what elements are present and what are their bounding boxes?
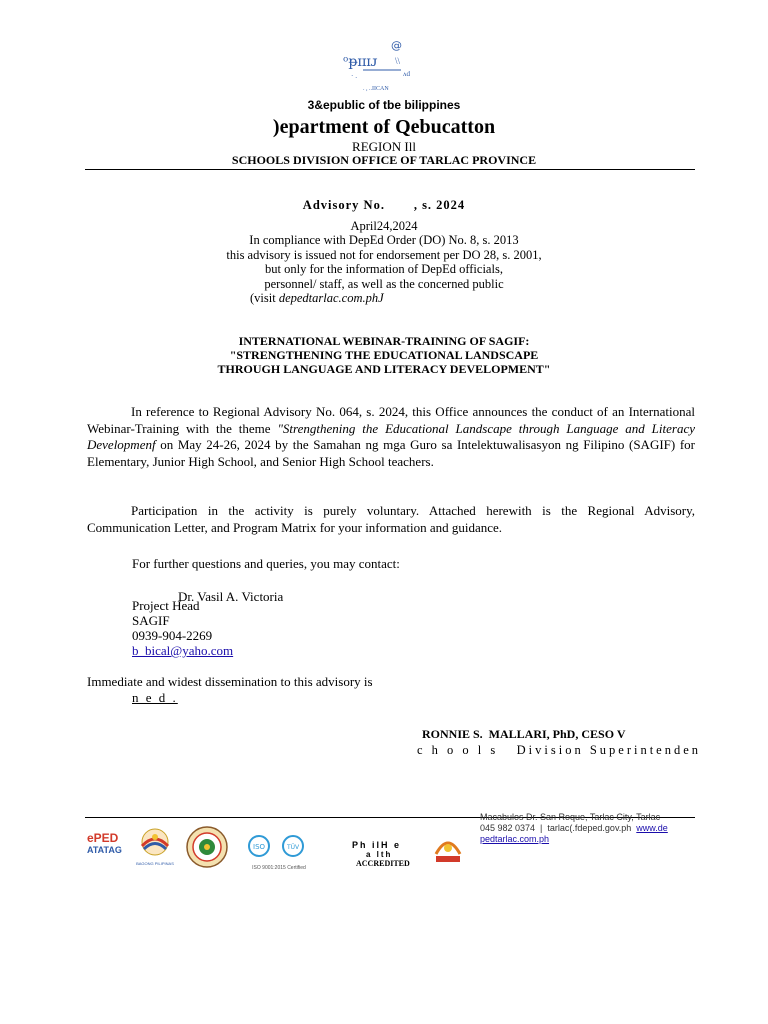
svg-text:@: @ xyxy=(391,39,402,52)
division-line: SCHOOLS DIVISION OFFICE OF TARLAC PROVINCE xyxy=(231,153,537,167)
compliance-line-2: this advisory is issued not for endorsement per DO 28, s. 2001, xyxy=(226,248,542,262)
republic-line: 3&epublic of tbe bilippines xyxy=(307,98,461,112)
contact-email-link[interactable]: b_bical@yaho.com xyxy=(132,643,234,658)
signatory-name: RONNIE S. MALLARI, PhD, CESO V xyxy=(422,727,626,741)
department-name: )epartment of Qebucatton xyxy=(272,116,496,138)
title-line-3: THROUGH LANGUAGE AND LITERACY DEVELOPMENT" xyxy=(217,362,551,376)
iso-caption: ISO 9001:2015 Certified xyxy=(252,865,306,871)
svg-text:ᴧd: ᴧd xyxy=(403,70,410,78)
dissemination-tail: n e d . xyxy=(132,690,178,705)
header-divider xyxy=(85,169,695,170)
paragraph-3: For further questions and queries, you may contact: xyxy=(132,556,400,571)
visit-link[interactable]: depedtarlac.com.phJ xyxy=(278,291,384,305)
deped-seal xyxy=(333,38,428,94)
accredited-label: ACCREDITED xyxy=(356,859,410,868)
svg-text:·: · xyxy=(355,74,358,82)
visit-prefix: (visit xyxy=(250,291,279,305)
paragraph-1-rest: on May 24-26, 2024 by the Samahan ng mga Guro sa Intelektuwalisasyon ng Filipino (SAGIF) for Elementary, Junior High School, and Senior High School teachers. xyxy=(87,437,695,469)
website-link-part-1[interactable]: www.de xyxy=(636,823,668,833)
contact-phone-email: 045 982 0374 | tarlac(.fdeped.gov.ph xyxy=(480,823,637,833)
bagong-pilipinas-logo xyxy=(134,828,176,864)
matatag-logo-text: ATATAG xyxy=(87,845,122,855)
paragraph-2: Participation in the activity is purely voluntary. Attached herewith is the Regional Advisory, Communication Letter, and Program Matrix for your information and guidance. xyxy=(87,503,695,535)
svg-text:. , ..IICAN: . , ..IICAN xyxy=(363,86,389,92)
title-line-2: "STRENGTHENING THE EDUCATIONAL LANDSCAPE xyxy=(229,348,539,362)
contact-phone: 0939-904-2269 xyxy=(132,628,213,643)
philhealth-text: Ph ilH e xyxy=(352,840,402,850)
title-line-1: INTERNATIONAL WEBINAR-TRAINING OF SAGIF: xyxy=(238,334,530,348)
contact-role: Project Head xyxy=(132,598,200,613)
signatory-title: c h o o l s Division Superintenden xyxy=(417,743,702,757)
address-line-3 xyxy=(480,834,668,845)
address-line-2 xyxy=(480,823,668,834)
visit-line xyxy=(250,291,384,306)
footer-address xyxy=(480,812,668,845)
website-link-part-2[interactable]: pedtarlac.com.ph xyxy=(480,834,550,844)
iso-certification-logos xyxy=(245,834,313,871)
advisory-number: Advisory No. , s. 2024 xyxy=(302,198,466,212)
philhealth-accreditation xyxy=(352,840,422,868)
deped-matatag-logo xyxy=(87,832,123,864)
compliance-line-1: In compliance with DepEd Order (DO) No. 8, s. 2013 xyxy=(249,233,519,247)
contact-org: SAGIF xyxy=(132,613,170,628)
svg-text:ᵒᵽɪɪɪᴊ: ᵒᵽɪɪɪᴊ xyxy=(343,54,378,70)
compliance-line-3: but only for the information of DepEd officials, xyxy=(265,262,503,276)
philhealth-text-2: a lth xyxy=(366,850,393,859)
advisory-date: April24,2024 xyxy=(350,219,418,233)
address-line-1: Macabulos Dr. San Roque, Tarlac City, Tarlac xyxy=(480,812,661,822)
svg-text:ISO: ISO xyxy=(253,843,266,851)
compliance-line-4: personnel/ staff, as well as the concerned public xyxy=(264,277,504,291)
bagong-pilipinas-caption: BAGONG PILIPINAS xyxy=(136,861,174,866)
contact-name: Dr. Vasil A. Victoria xyxy=(178,589,284,604)
anniversary-logo xyxy=(432,834,464,871)
paragraph-1-theme: "Strengthening the Educational Landscape through Language and Literacy Developmenf xyxy=(87,420,695,452)
region-line: REGION Ill xyxy=(352,139,416,154)
division-seal xyxy=(186,826,228,873)
deped-logo-text: ePED xyxy=(87,831,119,845)
paragraph-1-intro: In reference to Regional Advisory No. 064, s. 2024, this Office announces the conduct of an International Webinar-Training with the theme xyxy=(87,404,695,436)
dissemination-line: Immediate and widest dissemination to this advisory is xyxy=(87,674,373,689)
svg-text:\\: \\ xyxy=(395,56,401,66)
paragraph-1 xyxy=(87,404,695,470)
svg-text:TÜV: TÜV xyxy=(287,844,300,851)
svg-text:·: · xyxy=(351,72,354,80)
